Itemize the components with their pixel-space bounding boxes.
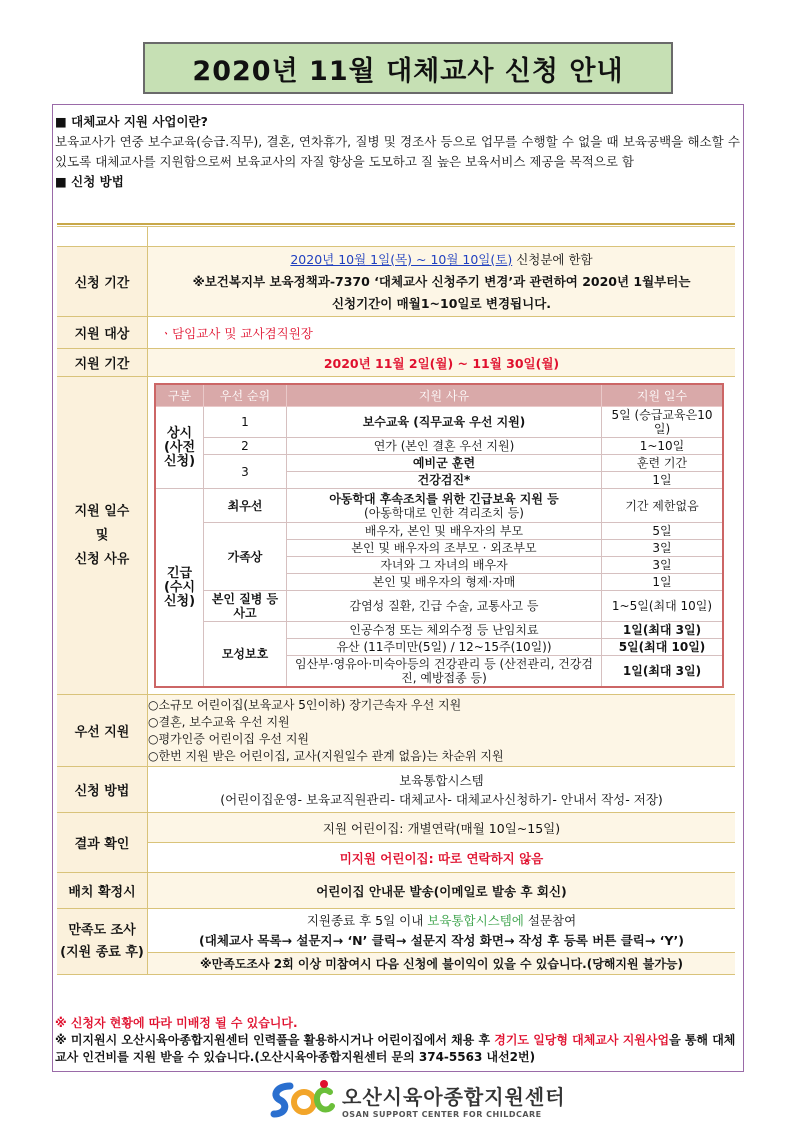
support-period-value: 2020년 11월 2일(월) ~ 11월 30일(월) xyxy=(148,349,736,377)
period-note2: 신청기간이 매월1~10일로 변경됩니다. xyxy=(331,295,552,311)
reasons-table: 구분 우선 순위 지원 사유 지원 일수 상시 (사전 신청) 1 보수교육 (직무교육 우선 지원) 5일 (승급교육은10일) 2 연가 (본인 결혼 우선 지원) 1~10일 3 예비군 훈련 훈련 기간 건강검진* 1일 긴급 (수시 신청) 최우선 아동학대 후속조치를 위한 긴급보육 지원 등 (아동학대로 인한 격리조치 등) 기간 제한없음 가족상 배우자, 본인 및 배우자의 부모 5일 본인 및 배우자의 조부모 · 외조부모 3일 자녀와 그 자녀의 배우자 3일 본인 및 배우자의 형제·자매 1일 본인 질병 등 사고 감염성 질환, 긴급 수술, 교통사고 등 1~5일(최대 10일) 모성보호 인공수정 또는 체외수정 등 난임치료 1일(최대 3일) 유산 (11주미만(5일) / 12~15주(10일)) 5일(최대 10일) 임산부·영유아·미숙아등의 건강관리 등 (산전관리, 건강검진, 예방접종 등) 1일(최대 3일) xyxy=(154,383,724,688)
row-support-period: 지원 기간 2020년 11월 2일(월) ~ 11월 30일(월) xyxy=(57,349,735,377)
label-period: 신청 기간 xyxy=(57,247,148,317)
intro-section xyxy=(55,112,740,192)
intro-body: 보육교사가 연중 보수교육(승급.직무), 결혼, 연차휴가, 질병 및 경조사 등으로 업무를 수행할 수 없을 때 보육공백을 해소할 수 있도록 대체교사를 지원함으로써 보육교사의 자질 향상을 도모하고 질 높은 보육서비스 제공을 목적으로 함 xyxy=(55,134,740,169)
regular-group: 상시 (사전 신청) xyxy=(155,407,204,489)
target-value: ㆍ담임교사 및 교사겸직원장 xyxy=(148,317,736,349)
row-target: 지원 대상 ㆍ담임교사 및 교사겸직원장 xyxy=(57,317,735,349)
row-survey: 만족도 조사 (지원 종료 후) 지원종료 후 5일 이내 보육통합시스템에 설문참여 (대체교사 목록→ 설문지→ ‘N’ 클릭→ 설문지 작성 화면→ 작성 후 등록 버튼 클릭→ ‘Y’) xyxy=(57,909,735,953)
page-title: 2020년 11월 대체교사 신청 안내 xyxy=(143,42,673,94)
row-method: 신청 방법 보육통합시스템 (어린이집운영- 보육교직원관리- 대체교사- 대체교사신청하기- 안내서 작성- 저장) xyxy=(57,767,735,813)
row-result: 결과 확인 지원 어린이집: 개별연락(매월 10일~15일) xyxy=(57,813,735,843)
period-dates: 2020년 10월 1일(목) ~ 10월 10일(토) xyxy=(290,251,513,267)
center-logo: 오산시육아종합지원센터 OSAN SUPPORT CENTER FOR CHILDCARE xyxy=(268,1078,566,1122)
method-heading: ■ 신청 방법 xyxy=(55,174,124,189)
footer-notes: ※ 신청자 현황에 따라 미배정 될 수 있습니다. ※ 미지원시 오산시육아종합지원센터 인력풀을 활용하시거나 어린이집에서 채용 후 경기도 일당형 대체교사 지원사업을 통해 대체교사 인건비를 지원 받을 수 있습니다.(오산시육아종합지원센터 문의 374-5563 내선2번) xyxy=(55,1016,736,1064)
urgent-group: 긴급 (수시 신청) xyxy=(155,489,204,688)
center-logo-icon xyxy=(268,1078,336,1122)
intro-heading: ■ 대체교사 지원 사업이란? xyxy=(55,114,208,129)
divider xyxy=(57,223,735,225)
period-note1: ※보건복지부 보육정책과-7370 ‘대체교사 신청주기 변경’과 관련하여 2020년 1월부터는 xyxy=(192,273,691,289)
info-table: 신청 기간 2020년 10월 1일(목) ~ 10월 10일(토) 신청분에 한함 ※보건복지부 보육정책과-7370 ‘대체교사 신청주기 변경’과 관련하여 2020년 1월부터는 신청기간이 매월1~10일로 변경됩니다. 지원 대상 ㆍ담임교사 및 교사겸직원장 지원 기간 2020년 11월 2일(월) ~ 11월 30일(월) 지원 일수 및 신청 사유 구분 우선 순위 지원 사유 지원 일수 상시 (사전 신청) 1 보수교육 (직무교육 우선 지원) 5일 (승급교육은10일) 2 연가 (본인 결혼 우선 지원) 1~10일 3 예비군 훈련 훈련 기간 건강검진* 1일 긴급 (수시 신청) 최우선 아동학대 후속조치를 위한 긴급보육 지원 등 (아동학대로 인한 격리조치 등) 기간 제한없음 가족상 배우자, 본인 및 배우자의 부모 5일 본인 및 배우자의 조부모 · 외조부모 3일 자녀와 그 자녀의 배우자 3일 본인 및 배우자의 형제·자매 1일 본인 질병 등 사고 감염성 질환, 긴급 수술, 교통사고 등 1~5일(최대 10일) 모성보호 인공수정 또는 체외수정 등 난임치료 1일(최대 3일) 유산 (11주미만(5일) / 12~15주(10일)) 5일(최대 10일) 임산부·영유아·미숙아등의 건강관리 등 (산전관리, 건강검진, 예방접종 등) 1일(최대 3일) 우선 지원 ○소규모 어린이집(보육교사 5인이하) 장기근속자 우선 지원 ○결혼, 보수교육 우선 지원 ○평가인증 어린이집 우선 지원 ○한번 지원 받은 어린이집, 교사(지원일수 관계 없음)는 차순위 지원 신청 방법 보육통합시스템 (어린이집운영- 보육교직원관리- 대체교사- 대체교사신청하기- 안내서 작성- 저장) 결과 확인 지원 어린이집: 개별연락(매월 10일~15일) 미지원 어린이집: 따로 연락하지 않음 배치 확정시 어린이집 안내문 발송(이메일로 발송 후 회신) 만족도 조사 (지원 종료 후) 지원종료 후 5일 이내 보육통합시스템에 설문참여 (대체교사 목록→ 설문지→ ‘N’ 클릭→ 설문지 작성 화면→ 작성 후 등록 버튼 클릭→ ‘Y’) ※만족도조사 2회 이상 미참여시 다음 신청에 불이익이 있을 수 있습니다.(당해지원 불가능) xyxy=(57,226,735,975)
row-placement: 배치 확정시 어린이집 안내문 발송(이메일로 발송 후 회신) xyxy=(57,873,735,909)
row-period: 신청 기간 2020년 10월 1일(목) ~ 10월 10일(토) 신청분에 한함 ※보건복지부 보육정책과-7370 ‘대체교사 신청주기 변경’과 관련하여 2020년 1월부터는 신청기간이 매월1~10일로 변경됩니다. xyxy=(57,247,735,317)
row-reasons: 지원 일수 및 신청 사유 구분 우선 순위 지원 사유 지원 일수 상시 (사전 신청) 1 보수교육 (직무교육 우선 지원) 5일 (승급교육은10일) 2 연가 (본인 결혼 우선 지원) 1~10일 3 예비군 훈련 훈련 기간 건강검진* 1일 긴급 (수시 신청) 최우선 아동학대 후속조치를 위한 긴급보육 지원 등 (아동학대로 인한 격리조치 등) 기간 제한없음 가족상 배우자, 본인 및 배우자의 부모 5일 본인 및 배우자의 조부모 · 외조부모 3일 자녀와 그 자녀의 배우자 3일 본인 및 배우자의 형제·자매 1일 본인 질병 등 사고 감염성 질환, 긴급 수술, 교통사고 등 1~5일(최대 10일) 모성보호 인공수정 또는 체외수정 등 난임치료 1일(최대 3일) 유산 (11주미만(5일) / 12~15주(10일)) 5일(최대 10일) 임산부·영유아·미숙아등의 건강관리 등 (산전관리, 건강검진, 예방접종 등) 1일(최대 3일) xyxy=(57,377,735,695)
row-priority: 우선 지원 ○소규모 어린이집(보육교사 5인이하) 장기근속자 우선 지원 ○결혼, 보수교육 우선 지원 ○평가인증 어린이집 우선 지원 ○한번 지원 받은 어린이집, 교사(지원일수 관계 없음)는 차순위 지원 xyxy=(57,695,735,767)
